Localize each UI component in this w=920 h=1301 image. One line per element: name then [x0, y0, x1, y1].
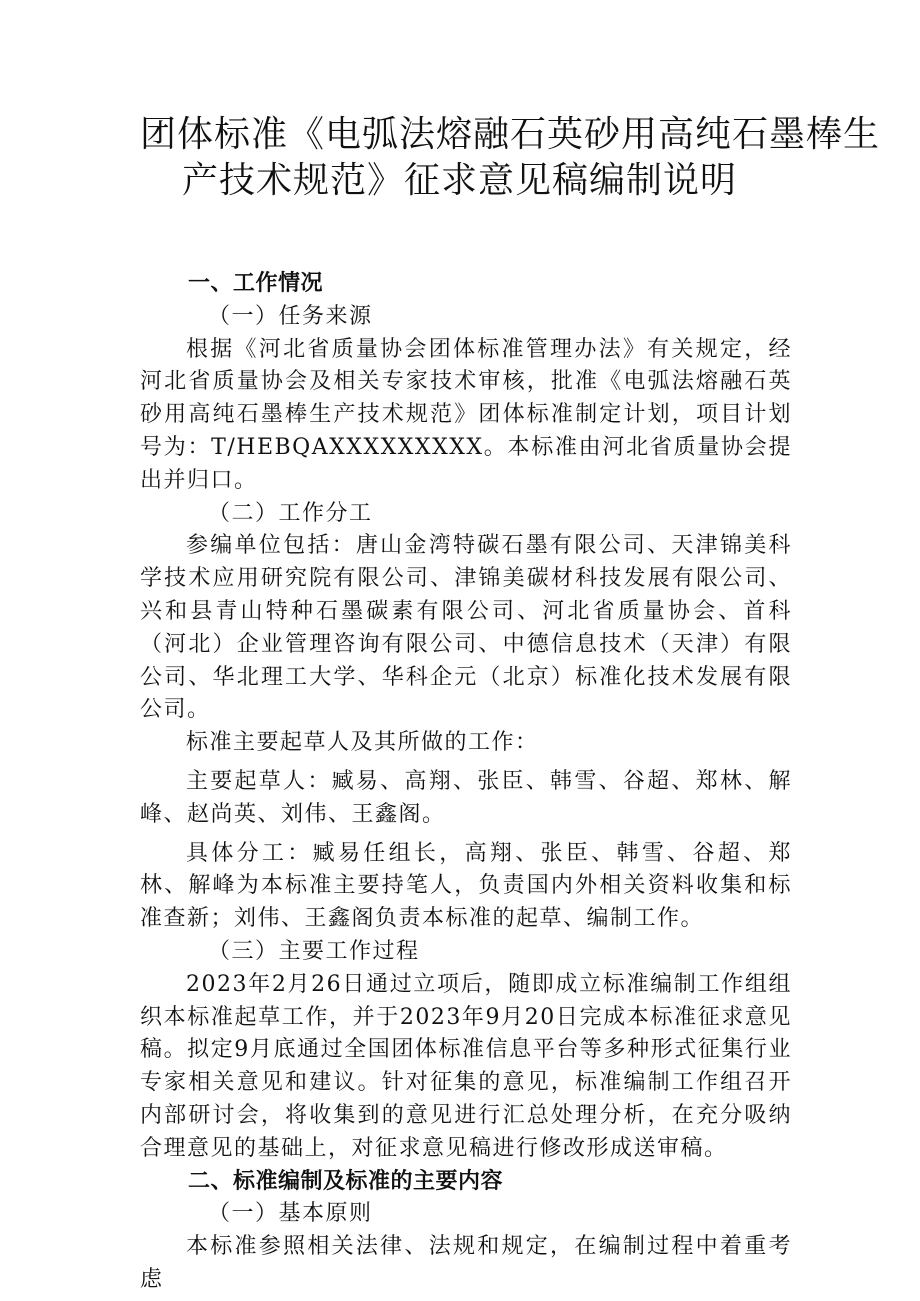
task-source-paragraph: 根据《河北省质量协会团体标准管理办法》有关规定，经河北省质量协会及相关专家技术审核，批准《电弧法熔融石英砂用高纯石墨棒生产技术规范》团体标准制定计划，项目计划号为：T/HEBQAXXXXXXXXX。本标准由河北省质量协会提出并归口。	[140, 336, 792, 493]
basic-principles-paragraph: 本标准参照相关法律、法规和规定，在编制过程中着重考虑	[140, 1234, 792, 1292]
title-line-1: 团体标准《电弧法熔融石英砂用高纯石墨棒生	[140, 114, 881, 155]
drafters-intro-paragraph: 标准主要起草人及其所做的工作：	[186, 730, 539, 756]
title-line-2: 产技术规范》征求意见稿编制说明	[182, 160, 738, 201]
document-body	[140, 268, 792, 1297]
document-title	[140, 112, 881, 204]
section-1-heading: 一、工作情况	[188, 271, 324, 296]
work-process-paragraph: 2023年2月26日通过立项后，随即成立标准编制工作组组织本标准起草工作，并于2023年9月20日完成本标准征求意见稿。拟定9月底通过全国团体标准信息平台等多种形式征集行业专家相关意见和建议。针对征集的意见，标准编制工作组召开内部研讨会，将收集到的意见进行汇总处理分析，在充分吸纳合理意见的基础上，对征求意见稿进行修改形成送审稿。	[140, 971, 792, 1161]
section-2-1-heading: （一）基本原则	[208, 1201, 373, 1227]
division-of-work-paragraph: 具体分工：臧易任组长，高翔、张臣、韩雪、谷超、郑林、解峰为本标准主要持笔人，负责国内外相关资料收集和标准查新；刘伟、王鑫阁负责本标准的起草、编制工作。	[140, 840, 792, 932]
section-1-1-heading: （一）任务来源	[208, 303, 373, 329]
section-1-3-heading: （三）主要工作过程	[208, 938, 420, 964]
section-1-2-heading: （二）工作分工	[208, 500, 373, 526]
participating-units-paragraph: 参编单位包括：唐山金湾特碳石墨有限公司、天津锦美科学技术应用研究院有限公司、津锦美碳材科技发展有限公司、兴和县青山特种石墨碳素有限公司、河北省质量协会、首科（河北）企业管理咨询有限公司、中德信息技术（天津）有限公司、华北理工大学、华科企元（北京）标准化技术发展有限公司。	[140, 533, 792, 723]
section-2-heading: 二、标准编制及标准的主要内容	[188, 1168, 504, 1194]
main-drafters-paragraph: 主要起草人：臧易、高翔、张臣、韩雪、谷超、郑林、解峰、赵尚英、刘伟、王鑫阁。	[140, 768, 792, 827]
